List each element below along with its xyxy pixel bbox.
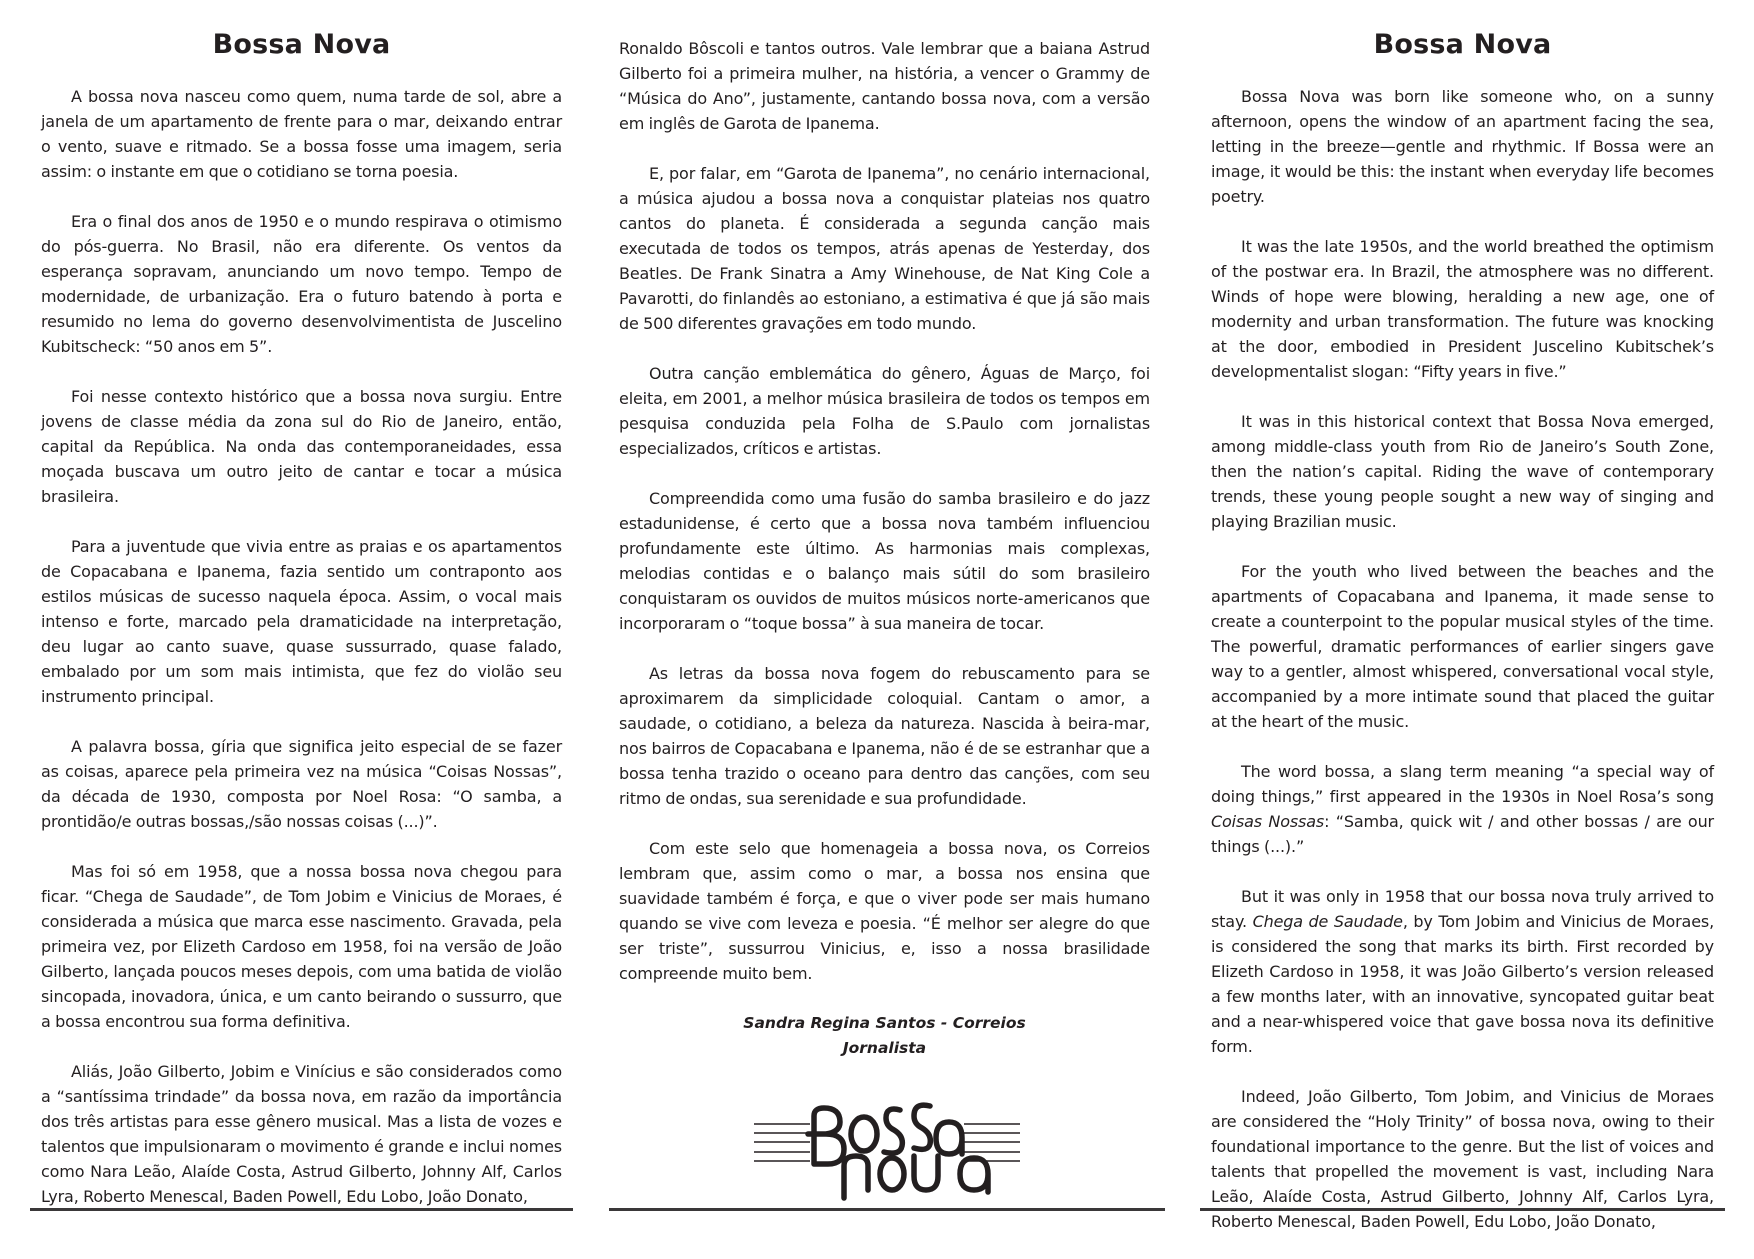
paragraph: Aliás, João Gilberto, Jobim e Vinícius e são considerados como a “santíssima trindade” da bossa nova, em razão da importância dos três artistas para esse gênero musical. Mas a lista de vozes e talentos que impulsionaram o movimento é grande e inclui nomes como Nara Leão, Alaíde Costa, Astrud Gilberto, Johnny Alf, Carlos Lyra, Roberto Menescal, Baden Powell, Edu Lobo, João Donato, [41, 1062, 562, 1206]
logo-letter-o [851, 1117, 877, 1151]
text-run: For the youth who lived between the beaches and the apartments of Copacabana and Ipanema, it made sense to create a counterpoint to the popular musical styles of the time. The powerful, dramatic performances of earlier singers gave way to a gentler, almost whispered, conversational vocal style, accompanied by a more intimate sound that placed the guitar at the heart of the music. [1211, 562, 1714, 731]
paragraph [1211, 84, 1714, 209]
signature-role: Jornalista [842, 1039, 927, 1057]
column-right-english [1211, 0, 1714, 1259]
paragraph: A palavra bossa, gíria que significa jeito especial de se fazer as coisas, aparece pela primeira vez na música “Coisas Nossas”, da década de 1930, composta por Noel Rosa: “O samba, a prontidão/e outras bossas,/são nossas coisas (...)”. [41, 737, 562, 831]
paragraph: Foi nesse contexto histórico que a bossa nova surgiu. Entre jovens de classe média da zona sul do Rio de Janeiro, então, capital da República. Na onda das contemporaneidades, essa moçada buscava um outro jeito de cantar e tocar a música brasileira. [41, 387, 562, 506]
logo-letter-b [808, 1108, 844, 1164]
page-title-right: Bossa Nova [1373, 29, 1552, 60]
logo-letter-a [936, 1122, 962, 1154]
paragraph [1211, 409, 1714, 534]
logo-letter-v [914, 1156, 938, 1190]
text-run: But it was only in 1958 that our bossa nova truly arrived to stay. [1211, 887, 1714, 931]
paragraph: As letras da bossa nova fogem do rebuscamento para se aproximarem da simplicidade coloquial. Cantam o amor, a saudade, o cotidiano, a beleza da natureza. Nascida à beira-mar, nos bairros de Copacabana e Ipanema, não é de se estranhar que a bossa tenha trazido o oceano para dentro das canções, com seu ritmo de ondas, sua serenidade e sua profundidade. [619, 664, 1150, 808]
paragraph [1211, 559, 1714, 734]
text-run: It was the late 1950s, and the world breathed the optimism of the postwar era. In Brazil, the atmosphere was no different. Winds of hope were blowing, heralding a new age, one of modernity and urban transformation. The future was knocking at the door, embodied in President Juscelino Kubitschek’s developmentalist slogan: “Fifty years in five.” [1211, 237, 1714, 381]
logo-letter-n [844, 1156, 868, 1198]
signature-author: Sandra Regina Santos - Correios [743, 1014, 1026, 1032]
page-title-left: Bossa Nova [212, 29, 391, 60]
logo-letter-s [884, 1109, 902, 1153]
paragraph [1211, 1084, 1714, 1234]
logo-letter-s [914, 1105, 930, 1149]
article-body-right [1211, 84, 1714, 1234]
paragraph: A bossa nova nasceu como quem, numa tarde de sol, abre a janela de um apartamento de frente para o mar, deixando entrar o vento, suave e ritmado. Se a bossa fosse uma imagem, seria assim: o instante em que o cotidiano se torna poesia. [41, 87, 562, 181]
paragraph: Outra canção emblemática do gênero, Águas de Março, foi eleita, em 2001, a melhor música brasileira de todos os tempos em pesquisa conduzida pela Folha de S.Paulo com jornalistas especializados, críticos e artistas. [619, 364, 1150, 458]
text-run: Bossa Nova was born like someone who, on a sunny afternoon, opens the window of an apartment facing the sea, letting in the breeze—gentle and rhythmic. If Bossa were an image, it would be this: the instant when everyday life becomes poetry. [1211, 87, 1714, 206]
bottom-rule-left [30, 1208, 573, 1211]
bottom-rule-middle [609, 1208, 1165, 1211]
text-run: It was in this historical context that Bossa Nova emerged, among middle-class youth from Rio de Janeiro’s South Zone, then the nation’s capital. Riding the wave of contemporary trends, these young people sought a new way of singing and playing Brazilian music. [1211, 412, 1714, 531]
bottom-rule-right [1200, 1208, 1725, 1211]
paragraph [1211, 884, 1714, 1059]
bossa-nova-logo-icon [752, 1094, 1022, 1206]
text-run: : “Samba, quick wit / and other bossas / are our things (...).” [1211, 812, 1714, 856]
italic-song-title: Coisas Nossas [1211, 812, 1325, 831]
text-run: , by Tom Jobim and Vinicius de Moraes, is considered the song that marks its birth. First recorded by Elizeth Cardoso in 1958, it was João Gilberto’s version released a few months later, with an innovative, syncopated guitar beat and a near-whispered voice that gave bossa nova its definitive form. [1211, 912, 1715, 1056]
logo-letter-o [880, 1158, 904, 1190]
column-middle-portuguese [619, 0, 1150, 1061]
italic-song-title: Chega de Saudade [1252, 912, 1403, 931]
article-body-middle [619, 0, 1150, 986]
paragraph: Compreendida como uma fusão do samba brasileiro e do jazz estadunidense, é certo que a bossa nova também influenciou profundamente este último. As harmonias mais complexas, melodias contidas e o balanço mais sútil do som brasileiro conquistaram os ouvidos de muitos músicos norte-americanos que incorporaram o “toque bossa” à sua maneira de tocar. [619, 489, 1150, 633]
text-run: The word bossa, a slang term meaning “a special way of doing things,” first appeared in the 1930s in Noel Rosa’s song [1211, 762, 1714, 806]
paragraph: E, por falar, em “Garota de Ipanema”, no cenário internacional, a música ajudou a bossa nova a conquistar plateias nos quatro cantos do planeta. É considerada a segunda canção mais executada de todos os tempos, atrás apenas de Yesterday, dos Beatles. De Frank Sinatra a Amy Winehouse, de Nat King Cole a Pavarotti, do finlandês ao estoniano, a estimativa é que já são mais de 500 diferentes gravações em todo mundo. [619, 164, 1150, 333]
paragraph: Com este selo que homenageia a bossa nova, os Correios lembram que, assim como o mar, a bossa nos ensina que suavidade também é força, e que o viver pode ser mais humano quando se vive com leveza e poesia. “É melhor ser alegre do que ser triste”, sussurrou Vinicius, e, isso a nossa brasilidade compreende muito bem. [619, 839, 1150, 983]
signature-block [619, 1011, 1150, 1061]
article-body-left [41, 84, 562, 1209]
paragraph: Era o final dos anos de 1950 e o mundo respirava o otimismo do pós-guerra. No Brasil, não era diferente. Os ventos da esperança sopravam, anunciando um novo tempo. Tempo de modernidade, de urbanização. Era o futuro batendo à porta e resumido no lema do governo desenvolvimentista de Juscelino Kubitscheck: “50 anos em 5”. [41, 212, 562, 356]
paragraph: Ronaldo Bôscoli e tantos outros. Vale lembrar que a baiana Astrud Gilberto foi a primeira mulher, na história, a vencer o Grammy de “Música do Ano”, justamente, cantando bossa nova, com a versão em inglês de Garota de Ipanema. [619, 39, 1150, 133]
paragraph: Para a juventude que vivia entre as praias e os apartamentos de Copacabana e Ipanema, fazia sentido um contraponto aos estilos músicas de sucesso naquela época. Assim, o vocal mais intenso e forte, marcado pela dramaticidade na interpretação, deu lugar ao canto suave, quase sussurrado, quase falado, embalado por um som mais intimista, que fez do violão seu instrumento principal. [41, 537, 562, 706]
paragraph: Mas foi só em 1958, que a nossa bossa nova chegou para ficar. “Chega de Saudade”, de Tom Jobim e Vinicius de Moraes, é considerada a música que marca esse nascimento. Gravada, pela primeira vez, por Elizeth Cardoso em 1958, foi na versão de João Gilberto, lançada poucos meses depois, com uma batida de violão sincopada, inovadora, única, e um canto beirando o sussurro, que a bossa encontrou sua forma definitiva. [41, 862, 562, 1031]
text-run: Indeed, João Gilberto, Tom Jobim, and Vinicius de Moraes are considered the “Holy Trinity” of bossa nova, owing to their foundational importance to the genre. But the list of voices and talents that propelled the movement is vast, including Nara Leão, Alaíde Costa, Astrud Gilberto, Johnny Alf, Carlos Lyra, Roberto Menescal, Baden Powell, Edu Lobo, João Donato, [1211, 1087, 1714, 1231]
music-staff-lines [754, 1124, 1020, 1161]
paragraph [1211, 234, 1714, 384]
logo-letter-a [960, 1158, 988, 1192]
paragraph [1211, 759, 1714, 859]
column-left-portuguese [41, 0, 562, 1234]
